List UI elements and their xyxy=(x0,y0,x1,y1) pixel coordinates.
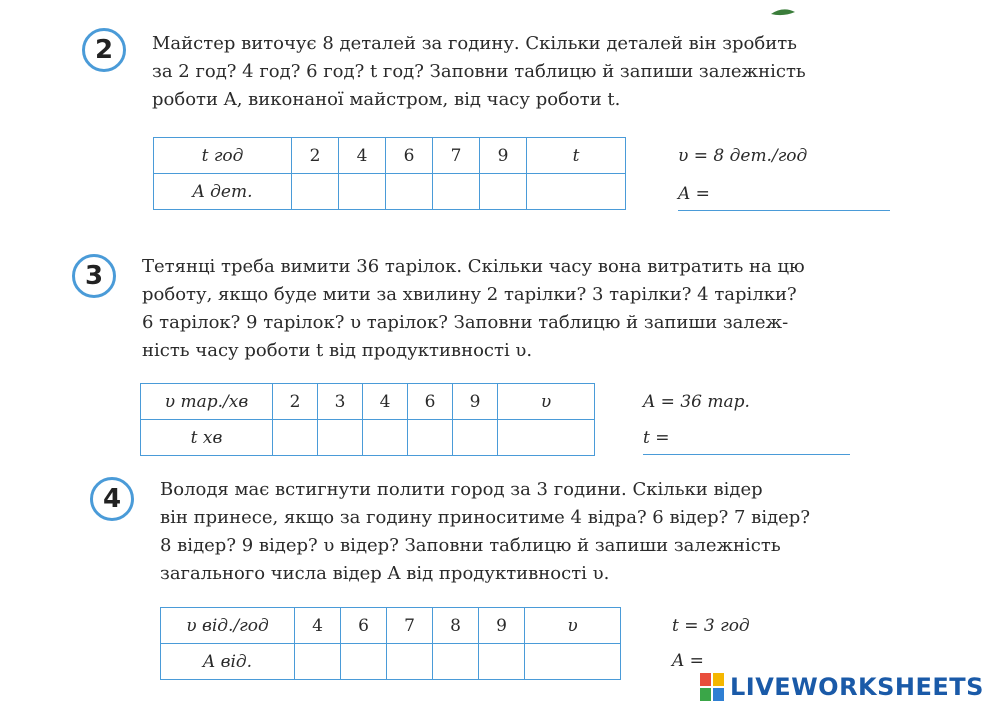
problem-4-table xyxy=(160,607,621,680)
liveworksheets-logo-icon xyxy=(700,673,724,701)
answer-input-cell[interactable] xyxy=(480,174,527,210)
problem-3-answer-line[interactable] xyxy=(643,454,850,455)
table-cell: 4 xyxy=(295,608,341,644)
table-cell: 9 xyxy=(453,384,498,420)
problem-4-text: Володя має встигнути полити город за 3 години. Скільки відер він принесе, якщо за годину приноситиме 4 відра? 6 відер? 7 відер? 8 відер? 9 відер? υ відер? Заповни таблицю й запиши залежність загального числа відер A від продуктивності υ. xyxy=(160,479,810,584)
problem-3-text: Тетянці треба вимити 36 тарілок. Скільки часу вона витратить на цю роботу, якщо буде мити за хвилину 2 тарілки? 3 тарілки? 4 тарілки? 6 тарілок? 9 тарілок? υ тарілок? Заповни таблицю й запиши залеж- ність часу роботи t від продуктивності υ. xyxy=(142,256,805,361)
table-header-cell: t год xyxy=(154,138,292,174)
table-cell: 6 xyxy=(341,608,387,644)
problem-2-answer-line[interactable] xyxy=(678,210,890,211)
answer-input-cell[interactable] xyxy=(295,644,341,680)
answer-input-cell[interactable] xyxy=(433,644,479,680)
table-row xyxy=(141,384,595,420)
table-cell: 9 xyxy=(480,138,527,174)
problem-4-number: 4 xyxy=(90,477,134,521)
table-header-cell: t хв xyxy=(141,420,273,456)
table-cell: 9 xyxy=(479,608,525,644)
problem-3-number: 3 xyxy=(72,254,116,298)
table-cell: 6 xyxy=(408,384,453,420)
table-cell: 4 xyxy=(339,138,386,174)
table-cell: υ xyxy=(498,384,595,420)
problem-2-given: υ = 8 дет./год xyxy=(678,146,808,166)
liveworksheets-brand xyxy=(700,670,984,704)
answer-input-cell[interactable] xyxy=(318,420,363,456)
table-row xyxy=(161,608,621,644)
answer-input-cell[interactable] xyxy=(341,644,387,680)
table-cell: t xyxy=(527,138,626,174)
table-row xyxy=(161,644,621,680)
problem-2-number: 2 xyxy=(82,28,126,72)
table-cell: 6 xyxy=(386,138,433,174)
answer-input-cell[interactable] xyxy=(386,174,433,210)
leaf-decoration-icon xyxy=(770,8,796,16)
table-cell: 8 xyxy=(433,608,479,644)
answer-input-cell[interactable] xyxy=(433,174,480,210)
problem-3-table xyxy=(140,383,595,456)
problem-2-answer-label: A = xyxy=(678,184,710,204)
table-cell: 7 xyxy=(433,138,480,174)
table-cell: υ xyxy=(525,608,621,644)
answer-input-cell[interactable] xyxy=(525,644,621,680)
table-cell: 4 xyxy=(363,384,408,420)
answer-input-cell[interactable] xyxy=(498,420,595,456)
problem-4-given: t = 3 год xyxy=(672,616,750,636)
answer-input-cell[interactable] xyxy=(527,174,626,210)
answer-input-cell[interactable] xyxy=(408,420,453,456)
answer-input-cell[interactable] xyxy=(292,174,339,210)
problem-4-answer-label: A = xyxy=(672,651,704,671)
answer-input-cell[interactable] xyxy=(363,420,408,456)
table-row xyxy=(141,420,595,456)
answer-input-cell[interactable] xyxy=(479,644,525,680)
problem-2-table xyxy=(153,137,626,210)
answer-input-cell[interactable] xyxy=(453,420,498,456)
answer-input-cell[interactable] xyxy=(339,174,386,210)
table-header-cell: υ тар./хв xyxy=(141,384,273,420)
table-cell: 7 xyxy=(387,608,433,644)
answer-input-cell[interactable] xyxy=(273,420,318,456)
table-row xyxy=(154,138,626,174)
table-row xyxy=(154,174,626,210)
table-header-cell: A від. xyxy=(161,644,295,680)
brand-name: LIVEWORKSHEETS xyxy=(730,673,984,701)
problem-2-text: Майстер виточує 8 деталей за годину. Скільки деталей він зробить за 2 год? 4 год? 6 год? t год? Заповни таблицю й запиши залежність роботи A, виконаної майстром, від часу роботи t. xyxy=(152,33,806,110)
table-header-cell: υ від./год xyxy=(161,608,295,644)
table-cell: 2 xyxy=(273,384,318,420)
table-cell: 3 xyxy=(318,384,363,420)
problem-3-given: A = 36 тар. xyxy=(643,392,750,412)
problem-3-answer-label: t = xyxy=(643,428,670,448)
table-header-cell: A дет. xyxy=(154,174,292,210)
table-cell: 2 xyxy=(292,138,339,174)
answer-input-cell[interactable] xyxy=(387,644,433,680)
